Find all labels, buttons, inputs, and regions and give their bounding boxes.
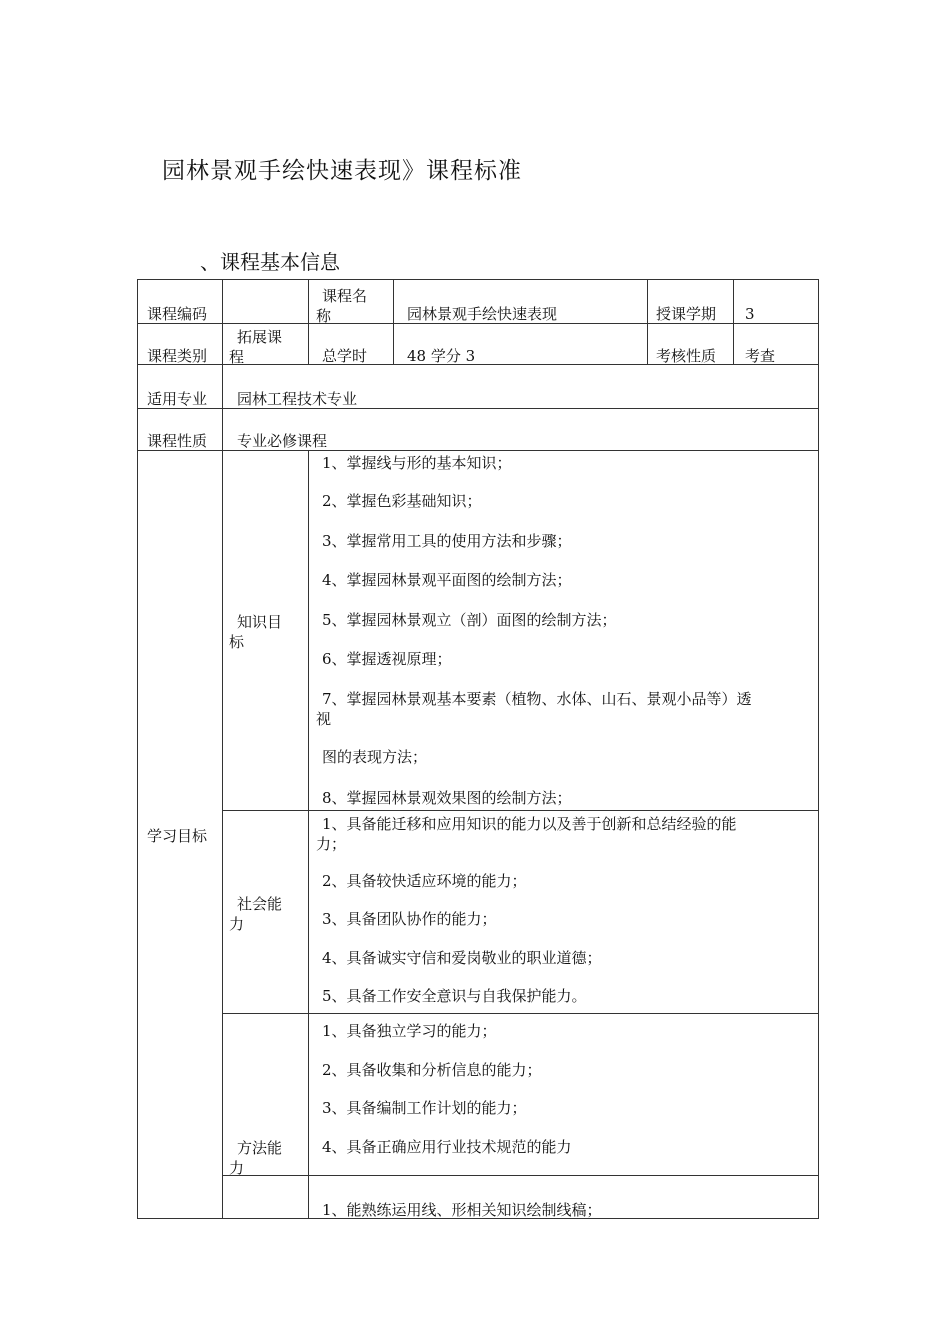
- document-title: 园林景观手绘快速表现》课程标准: [162, 158, 522, 184]
- social-item: 1、具备能迁移和应用知识的能力以及善于创新和总结经验的能: [322, 815, 737, 833]
- row-divider: [222, 1013, 819, 1014]
- assessment-value: 考查: [745, 347, 776, 365]
- knowledge-item: 1、掌握线与形的基本知识；: [322, 454, 512, 472]
- semester-value: 3: [745, 305, 755, 323]
- method-item: 3、具备编制工作计划的能力；: [322, 1099, 527, 1117]
- skill-item: 1、能熟练运用线、形相关知识绘制线稿；: [322, 1201, 602, 1219]
- col-divider: [222, 279, 223, 1219]
- total-hours-label: 总学时: [322, 347, 368, 365]
- knowledge-item: 3、掌握常用工具的使用方法和步骤；: [322, 532, 572, 550]
- course-code-label: 课程编码: [147, 305, 208, 323]
- method-item: 4、具备正确应用行业技术规范的能力: [322, 1138, 572, 1156]
- method-label: [229, 1138, 282, 1178]
- table-border-top: [137, 279, 819, 280]
- col-divider: [308, 450, 309, 1219]
- assessment-label: 考核性质: [656, 347, 717, 365]
- course-type-value-line1: 拓展课: [237, 328, 283, 346]
- social-label: [229, 894, 282, 934]
- knowledge-item: 2、掌握色彩基础知识；: [322, 492, 482, 510]
- row-divider: [222, 1175, 819, 1176]
- knowledge-item: 6、掌握透视原理；: [322, 650, 452, 668]
- social-label-line1: 社会能: [237, 895, 283, 913]
- total-hours-value: 48 学分 3: [407, 347, 476, 365]
- course-name-label: [316, 286, 367, 326]
- course-name-label-line2: 称: [316, 307, 332, 325]
- semester-label: 授课学期: [656, 305, 717, 323]
- social-item: 3、具备团队协作的能力；: [322, 910, 497, 928]
- knowledge-label-line1: 知识目: [237, 613, 283, 631]
- row-divider: [222, 810, 819, 811]
- knowledge-label: [229, 612, 282, 652]
- social-item: 2、具备较快适应环境的能力；: [322, 872, 527, 890]
- social-item: 5、具备工作安全意识与自我保护能力。: [322, 987, 587, 1005]
- table-border-left: [137, 279, 138, 1219]
- method-label-line1: 方法能: [237, 1139, 283, 1157]
- knowledge-item: 8、掌握园林景观效果图的绘制方法；: [322, 789, 572, 807]
- method-label-line2: 力: [229, 1159, 245, 1177]
- knowledge-item: 5、掌握园林景观立（剖）面图的绘制方法；: [322, 611, 617, 629]
- knowledge-item: 7、掌握园林景观基本要素（植物、水体、山石、景观小品等）透: [322, 690, 752, 708]
- knowledge-item: 视: [316, 710, 332, 728]
- method-item: 2、具备收集和分析信息的能力；: [322, 1061, 542, 1079]
- col-divider: [393, 279, 394, 365]
- knowledge-item: 图的表现方法；: [322, 748, 428, 766]
- knowledge-label-line2: 标: [229, 633, 245, 651]
- course-type-value-line2: 程: [229, 348, 245, 366]
- knowledge-item: 4、掌握园林景观平面图的绘制方法；: [322, 571, 572, 589]
- social-item: 力；: [316, 835, 347, 853]
- social-label-line2: 力: [229, 915, 245, 933]
- section-heading: 、课程基本信息: [200, 250, 340, 274]
- course-name-label-line1: 课程名: [322, 287, 368, 305]
- col-divider: [647, 279, 648, 365]
- method-item: 1、具备独立学习的能力；: [322, 1022, 497, 1040]
- col-divider: [308, 279, 309, 365]
- social-item: 4、具备诚实守信和爱岗敬业的职业道德；: [322, 949, 602, 967]
- major-value: 园林工程技术专业: [237, 390, 358, 408]
- course-type-value: [229, 327, 282, 367]
- course-type-label: 课程类别: [147, 347, 208, 365]
- course-name-value: 园林景观手绘快速表现: [407, 305, 558, 323]
- nature-value: 专业必修课程: [237, 432, 328, 450]
- major-label: 适用专业: [147, 390, 208, 408]
- col-divider: [733, 279, 734, 365]
- nature-label: 课程性质: [147, 432, 208, 450]
- objectives-label: 学习目标: [147, 827, 208, 845]
